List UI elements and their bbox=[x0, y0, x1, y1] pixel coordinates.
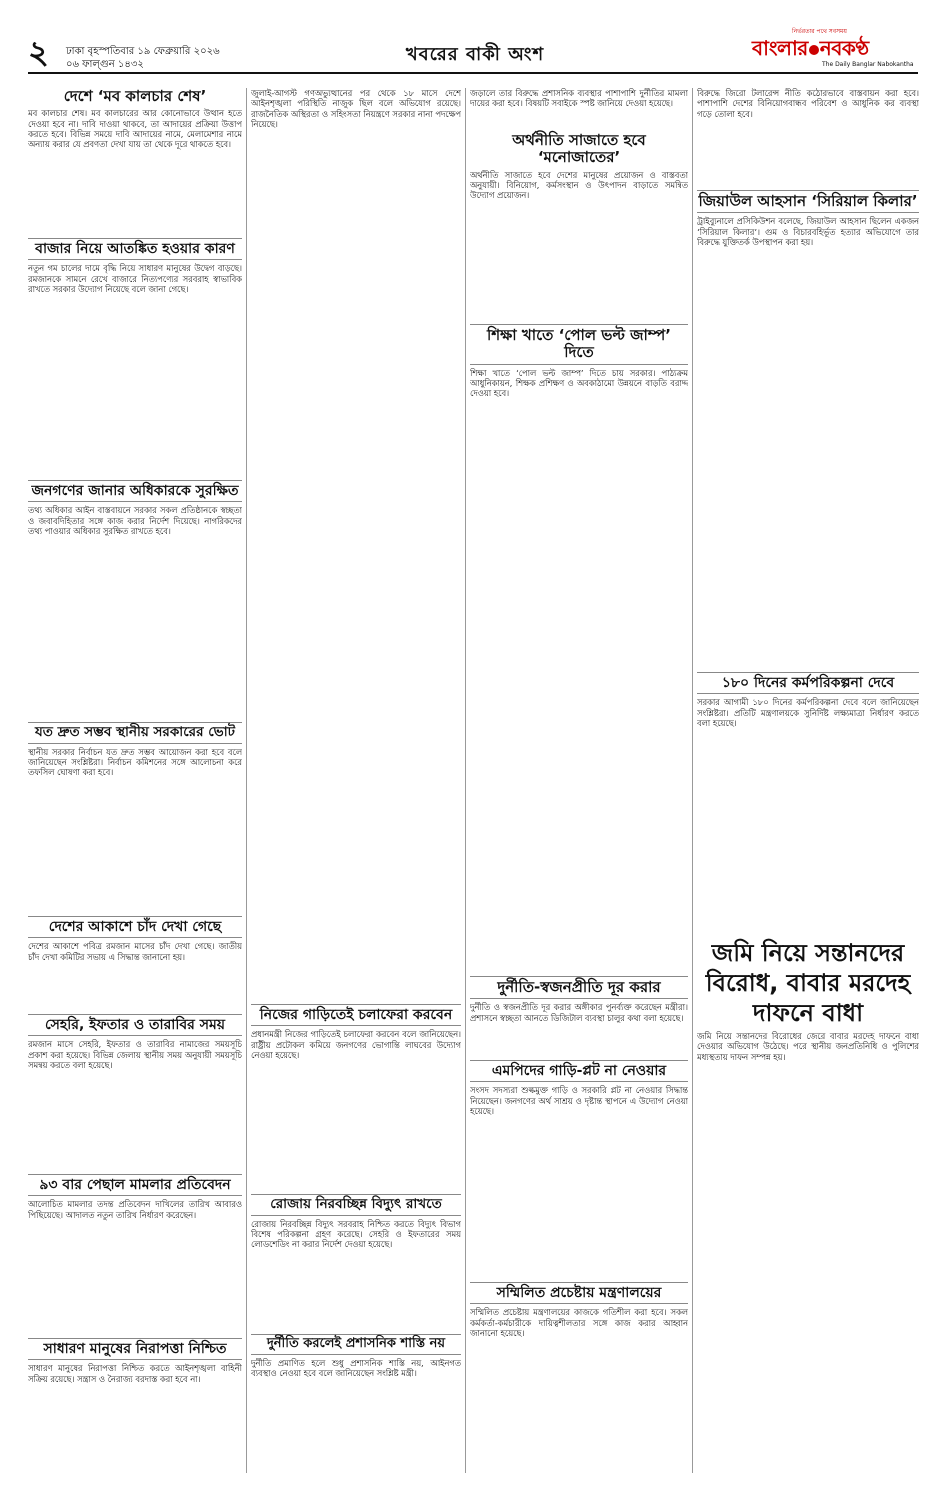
article-body: শিক্ষা খাতে ‘পোল ভল্ট জাম্প’ দিতে চায় সরকার। পাঠ্যক্রম আধুনিকায়ন, শিক্ষক প্রশিক্ষণ ও অবকাঠামো উন্নয়নে বাড়তি বরাদ্দ দেওয়া হবে। bbox=[470, 367, 688, 399]
article bbox=[28, 88, 242, 234]
article bbox=[697, 88, 919, 186]
article bbox=[28, 1338, 242, 1473]
brand-logo bbox=[752, 26, 924, 72]
article bbox=[251, 1194, 461, 1330]
article-headline: সেহরি, ইফতার ও তারাবির সময় bbox=[28, 1014, 242, 1036]
article-body: জড়ালে তার বিরুদ্ধে প্রশাসনিক ব্যবস্থার পাশাপাশি দুর্নীতির মামলা দায়ের করা হবে। বিষয়টি সবাইকে স্পষ্ট জানিয়ে দেওয়া হয়েছে। bbox=[470, 88, 688, 109]
article-headline: অর্থনীতি সাজাতে হবে ‘মনোজাতের’ bbox=[512, 131, 646, 167]
column-1 bbox=[28, 88, 242, 1473]
article-body: স্থানীয় সরকার নির্বাচন যত দ্রুত সম্ভব আয়োজন করা হবে বলে জানিয়েছেন সংশ্লিষ্টরা। নির্বাচন কমিশনের সঙ্গে আলোচনা করে তফসিল ঘোষণা করা হবে। bbox=[28, 746, 242, 778]
article-body: রোজায় নিরবচ্ছিন্ন বিদ্যুৎ সরবরাহ নিশ্চিত করতে বিদ্যুৎ বিভাগ বিশেষ পরিকল্পনা গ্রহণ করেছে। সেহরি ও ইফতারের সময় লোডশেডিং না করার নির্দেশ দেওয়া হয়েছে। bbox=[251, 1218, 461, 1250]
article bbox=[28, 1014, 242, 1170]
dateline bbox=[66, 45, 336, 71]
article-headline: জনগণের জানার অধিকারকে সুরক্ষিত bbox=[28, 480, 242, 502]
article-headline: সম্মিলিত প্রচেষ্টায় মন্ত্রণালয়ের bbox=[470, 1282, 688, 1304]
masthead-rule bbox=[28, 72, 918, 74]
brand-name-right: নবকণ্ঠ bbox=[819, 36, 869, 60]
article-body: মব কালচার শেষ। মব কালচারের আর কোনোভাবে উত্থান হতে দেওয়া হবে না। দাবি দাওয়া থাকবে, তা আদায়ের প্রক্রিয়া উত্তাপ করতে হবে। বিভিন্ন সময়ে দাবি আদায়ের নামে, মেলামেশার নামে অন্যায় করার যে প্রবণতা দেখা যায় তা থেকে দূরে থাকতে হবে। bbox=[28, 108, 242, 150]
column-3 bbox=[470, 88, 688, 1473]
article-headline: এমপিদের গাড়ি-প্লট না নেওয়ার bbox=[470, 1060, 688, 1082]
article bbox=[251, 1334, 461, 1473]
article-headline: দুর্নীতি করলেই প্রশাসনিক শাস্তি নয় bbox=[251, 1334, 461, 1355]
column-divider bbox=[692, 88, 693, 1473]
article-body: তথ্য অধিকার আইন বাস্তবায়নে সরকার সকল প্রতিষ্ঠানকে স্বচ্ছতা ও জবাবদিহিতার সঙ্গে কাজ করার নির্দেশ দিয়েছে। নাগরিকদের তথ্য পাওয়ার অধিকার সুরক্ষিত রাখতে হবে। bbox=[28, 505, 242, 536]
brand-dot-icon bbox=[809, 45, 819, 55]
article bbox=[697, 672, 919, 934]
article-body: জুলাই-আগস্ট গণঅভ্যুত্থানের পর থেকে ১৮ মাসে দেশে আইনশৃঙ্খলা পরিস্থিতি নাজুক ছিল বলে অভিযোগ রয়েছে। রাজনৈতিক অস্থিরতা ও সহিংসতা নিয়ন্ত্রণে সরকার নানা পদক্ষেপ নিয়েছে। bbox=[251, 88, 461, 130]
article bbox=[697, 190, 919, 668]
article-body: সাধারণ মানুষের নিরাপত্তা নিশ্চিত করতে আইনশৃঙ্খলা বাহিনী সক্রিয় রয়েছে। সন্ত্রাস ও নৈরাজ্য বরদাস্ত করা হবে না। bbox=[28, 1363, 242, 1384]
article bbox=[28, 722, 242, 912]
article-body: নতুন গম চালের দামে বৃদ্ধি নিয়ে সাধারণ মানুষের উদ্বেগ বাড়ছে। রমজানকে সামনে রেখে বাজারে নিত্যপণ্যের সরবরাহ স্বাভাবিক রাখতে সরকার উদ্যোগ নিয়েছে বলে জানা গেছে। bbox=[28, 263, 242, 294]
article-headline: যত দ্রুত সম্ভব স্থানীয় সরকারের ভোট bbox=[28, 722, 242, 744]
article bbox=[28, 480, 242, 718]
page-number: ২ bbox=[28, 33, 49, 71]
brand-name-left: বাংলার bbox=[752, 36, 808, 60]
section-title: খবরের বাকী অংশ bbox=[405, 44, 545, 65]
article-body: সরকার আগামী ১৮০ দিনের কর্মপরিকল্পনা দেবে বলে জানিয়েছেন সংশ্লিষ্টরা। প্রতিটি মন্ত্রণালয়কে সুনির্দিষ্ট লক্ষ্যমাত্রা নির্ধারণ করতে বলা হয়েছে। bbox=[697, 697, 919, 728]
article-headline: শিক্ষা খাতে ‘পোল ভল্ট জাম্প’ দিতে bbox=[470, 324, 688, 365]
article-body: বিরুদ্ধে জিরো টলারেন্স নীতি কঠোরভাবে বাস্তবায়ন করা হবে। পাশাপাশি দেশের বিনিয়োগবান্ধব পরিবেশ ও আধুনিক কর ব্যবস্থা গড়ে তোলা হবে। bbox=[697, 88, 919, 119]
article bbox=[470, 324, 688, 972]
article-headline: দেশে ‘মব কালচার শেষ’ bbox=[63, 88, 207, 105]
article bbox=[251, 88, 461, 1000]
article-body: প্রধানমন্ত্রী নিজের গাড়িতেই চলাফেরা করবেন বলে জানিয়েছেন। রাষ্ট্রীয় প্রটোকল কমিয়ে জনগণের ভোগান্তি লাঘবের উদ্যোগ নেওয়া হয়েছে। bbox=[251, 1029, 461, 1060]
column-divider bbox=[465, 88, 466, 1473]
article-body: অর্থনীতি সাজাতে হবে দেশের মানুষের প্রয়োজন ও বাস্তবতা অনুযায়ী। বিনিয়োগ, কর্মসংস্থান ও উৎপাদন বাড়াতে সমন্বিত উদ্যোগ প্রয়োজন। bbox=[470, 169, 688, 201]
article bbox=[470, 132, 688, 320]
article-body: রমজান মাসে সেহরি, ইফতার ও তারাবির নামাজের সময়সূচি প্রকাশ করা হয়েছে। বিভিন্ন জেলায় স্থানীয় সময় অনুযায়ী সময়সূচি সমন্বয় করতে বলা হয়েছে। bbox=[28, 1039, 242, 1070]
article-body: দেশের আকাশে পবিত্র রমজান মাসের চাঁদ দেখা গেছে। জাতীয় চাঁদ দেখা কমিটির সভায় এ সিদ্ধান্ত জানানো হয়। bbox=[28, 941, 242, 962]
article-headline: দেশের আকাশে চাঁদ দেখা গেছে bbox=[28, 916, 242, 938]
article-headline: সাধারণ মানুষের নিরাপত্তা নিশ্চিত bbox=[28, 1338, 242, 1360]
article-body: আলোচিত মামলার তদন্ত প্রতিবেদন দাখিলের তারিখ আবারও পিছিয়েছে। আদালত নতুন তারিখ নির্ধারণ করেছেন। bbox=[28, 1199, 242, 1220]
date-gregorian: ঢাকা বৃহস্পতিবার ১৯ ফেব্রুয়ারি ২০২৬ bbox=[66, 46, 220, 57]
article-headline: ৯৩ বার পেছাল মামলার প্রতিবেদন bbox=[28, 1174, 242, 1196]
date-bangla: ০৬ ফাল্গুন ১৪৩২ bbox=[66, 59, 144, 70]
column-divider bbox=[246, 88, 247, 1473]
article-headline: নিজের গাড়িতেই চলাফেরা করবেন bbox=[251, 1004, 461, 1026]
article-headline: ১৮০ দিনের কর্মপরিকল্পনা দেবে bbox=[697, 672, 919, 694]
article-headline: জিয়াউল আহসান ‘সিরিয়াল কিলার’ bbox=[697, 190, 919, 213]
article-body: সংসদ সদস্যরা শুল্কমুক্ত গাড়ি ও সরকারি প্লট না নেওয়ার সিদ্ধান্ত নিয়েছেন। জনগণের অর্থ সাশ্রয় ও দৃষ্টান্ত স্থাপনে এ উদ্যোগ নেওয়া হয়েছে। bbox=[470, 1085, 688, 1116]
brand-english: The Daily Banglar Nabokantha bbox=[822, 61, 914, 68]
article-headline: দুর্নীতি-স্বজনপ্রীতি দূর করার bbox=[470, 976, 688, 999]
article bbox=[470, 976, 688, 1056]
article bbox=[28, 1174, 242, 1334]
article-body: দুর্নীতি প্রমাণিত হলে শুধু প্রশাসনিক শাস্তি নয়, আইনগত ব্যবস্থাও নেওয়া হবে বলে জানিয়েছেন সংশ্লিষ্ট মন্ত্রী। bbox=[251, 1357, 461, 1379]
masthead bbox=[0, 0, 945, 84]
article-body: ট্রাইব্যুনালে প্রসিকিউশন বলেছে, জিয়াউল আহসান ছিলেন একজন ‘সিরিয়াল কিলার’। গুম ও বিচারবহির্ভূত হত্যার অভিযোগে তার বিরুদ্ধে যুক্তিতর্ক উপস্থাপন করা হয়। bbox=[697, 216, 919, 248]
article-headline: রোজায় নিরবচ্ছিন্ন বিদ্যুৎ রাখতে bbox=[251, 1194, 461, 1216]
article bbox=[470, 1282, 688, 1458]
brand-tagline: নির্ভরতার পথে সবসময় bbox=[792, 28, 847, 35]
article-headline: জমি নিয়ে সন্তানদের বিরোধ, বাবার মরদেহ দাফনে বাধা bbox=[705, 939, 911, 1027]
column-4 bbox=[697, 88, 919, 1473]
article-body: জমি নিয়ে সন্তানদের বিরোধের জেরে বাবার মরদেহ দাফনে বাধা দেওয়ার অভিযোগ উঠেছে। পরে স্থানীয় জনপ্রতিনিধি ও পুলিশের মধ্যস্থতায় দাফন সম্পন্ন হয়। bbox=[697, 1031, 919, 1062]
article bbox=[28, 238, 242, 476]
column-2 bbox=[251, 88, 461, 1473]
article-body: সম্মিলিত প্রচেষ্টায় মন্ত্রণালয়ের কাজকে গতিশীল করা হবে। সকল কর্মকর্তা-কর্মচারীকে দায়িত্বশীলতার সঙ্গে কাজ করার আহ্বান জানানো হয়েছে। bbox=[470, 1307, 688, 1338]
article bbox=[28, 916, 242, 1010]
article bbox=[470, 88, 688, 128]
article-body: দুর্নীতি ও স্বজনপ্রীতি দূর করার অঙ্গীকার পুনর্ব্যক্ত করেছেন মন্ত্রীরা। প্রশাসনে স্বচ্ছতা আনতে ডিজিটাল ব্যবস্থা চালুর কথা বলা হয়েছে। bbox=[470, 1002, 688, 1023]
article-headline: বাজার নিয়ে আতঙ্কিত হওয়ার কারণ bbox=[28, 238, 242, 260]
article bbox=[251, 1004, 461, 1190]
article bbox=[470, 1060, 688, 1278]
article bbox=[697, 938, 919, 1438]
